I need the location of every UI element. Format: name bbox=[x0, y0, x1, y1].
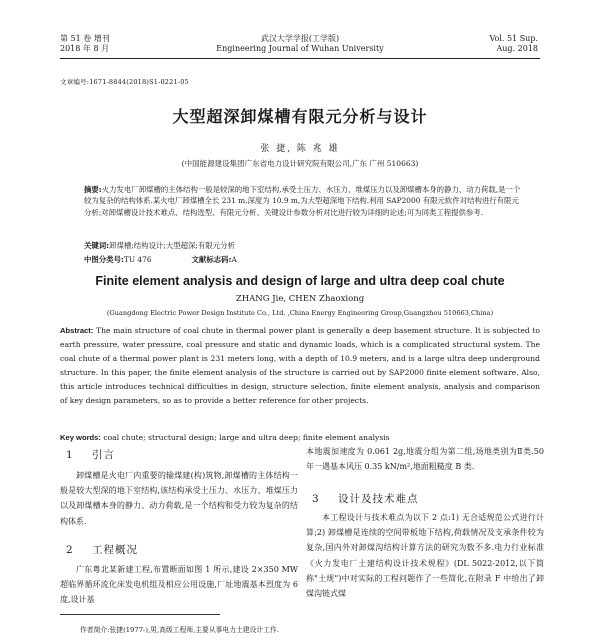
header-journal-cn: 武汉大学学报(工学版) bbox=[260, 34, 340, 43]
cn-authors: 张 捷, 陈 兆 雄 bbox=[260, 144, 340, 154]
en-authors: ZHANG Jie, CHEN Zhaoxiong bbox=[235, 294, 365, 304]
cn-keywords-text: 卸煤槽;结构设计;大型超深;有限元分析 bbox=[109, 241, 235, 250]
header-date-line: 2018 年 8 月 bbox=[60, 44, 110, 53]
cn-classification bbox=[84, 254, 524, 265]
cn-doc-label: 文献标志码: bbox=[191, 255, 232, 264]
en-abstract-text: The main structure of coal chute in thermal power plant is generally a deep basement structure. It is subjected to earth pressure, water pressure, coal pressure and static and dynamic loads, which is a complicated structural system. The coal chute of a thermal power plant is 231 meters long, with a depth of 10.9 meters, and is a large ultra deep underground structure. In this paper, the finite element analysis of the structure is carried out by SAP2000 finite element software. Also, this article introduces technical difficulties in design, structure selection, finite element analysis, analysis and comparison of key design parameters, so as to provide a better reference for other projects. bbox=[60, 326, 540, 405]
en-title: Finite element analysis and design of large and ultra deep coal chute bbox=[95, 274, 505, 288]
section-2-number: 2 bbox=[66, 544, 74, 556]
section-1-title: 引言 bbox=[92, 449, 115, 461]
en-affiliation: (Guangdong Electric Power Design Institute Co., Ltd. ,China Energy Engineering Group,Guangzhou 510663,China) bbox=[106, 309, 494, 317]
cn-abstract-label: 摘要: bbox=[84, 185, 102, 194]
cn-class-label: 中图分类号: bbox=[84, 255, 124, 264]
header-vol-en bbox=[489, 34, 538, 54]
cn-abstract-text: 火力发电厂卸煤槽的主体结构一般是较深的地下室结构,承受土压力、水压力、堆煤压力以及卸煤槽本身的静力、动力荷载,是一个较为复杂的结构体系.某火电厂卸煤槽全长 231 m,深度为 10.9 m,为大型超深地下结构.利用 SAP2000 有限元软件对结构进行有限元分析;对卸煤槽设计技术难点、结构选型、有限元分析、关键设计参数分析对比进行较为详细的论述;可为同类工程提供参考. bbox=[84, 185, 521, 217]
en-keywords-label: Key words: bbox=[60, 433, 101, 442]
section-1-heading bbox=[66, 447, 115, 462]
cn-keywords-label: 关键词: bbox=[84, 241, 110, 250]
en-keywords-text: coal chute; structural design; large and ultra deep; finite element analysis bbox=[103, 433, 390, 442]
section-1-text: 卸煤槽是火电厂内重要的输煤建(构)筑物,卸煤槽的主体结构一般是较大型深的地下室结构,该结构承受土压力、水压力、堆煤压力以及卸煤槽本身的静力、动力荷载,是一个结构和受力较为复杂的结构体系. bbox=[60, 471, 298, 526]
author-footnote: 作者简介:张捷(1977-),男,高级工程师,主要从事电力土建设计工作. bbox=[80, 626, 279, 634]
header-volume-line: 第 51 卷 增刊 bbox=[60, 34, 110, 43]
section-2-text: 广东粤北某新建工程,布置断面如图 1 所示,建设 2×350 MW 超临界循环流化床发电机组及相应公用设施,厂址地震基本烈度为 6 度,设计基 bbox=[60, 565, 298, 605]
cn-keywords bbox=[84, 240, 524, 251]
en-keywords bbox=[60, 433, 540, 442]
section-2-heading bbox=[66, 542, 138, 557]
en-abstract-label: Abstract: bbox=[60, 326, 94, 335]
section-3-title: 设计及技术难点 bbox=[338, 493, 419, 505]
cn-doc-value: A bbox=[231, 255, 237, 264]
header-journal-en: Engineering Journal of Wuhan University bbox=[216, 44, 384, 53]
cn-affiliation: (中国能源建设集团广东省电力设计研究院有限公司,广东 广州 510663) bbox=[181, 159, 419, 168]
section-3-text: 本工程设计与技术难点为以下 2 点:1) 无合适规范公式进行计算;2) 卸煤槽是连续的空间带板地下结构,荷载情况及支承条件较为复杂,国内外对卸煤沟结构计算方法的研究为数不多.电力行业标准《火力发电厂土建结构设计技术规程》(DL 5022-2012,以下简称"土规")中对实际的工程问题作了一些简化,在附录 F 中给出了卸煤沟链式煤 bbox=[306, 513, 544, 599]
en-abstract bbox=[60, 324, 540, 407]
cn-title: 大型超深卸煤槽有限元分析与设计 bbox=[172, 107, 428, 126]
section-1-number: 1 bbox=[66, 449, 74, 461]
cn-abstract bbox=[84, 184, 524, 218]
footnote-rule bbox=[60, 614, 220, 615]
header-rule bbox=[60, 58, 540, 59]
header-date-en-line: Aug. 2018 bbox=[496, 44, 538, 53]
cn-class-value: TU 476 bbox=[123, 255, 152, 264]
section-2-title: 工程概况 bbox=[92, 544, 138, 556]
header-vol-en-line: Vol. 51 Sup. bbox=[489, 34, 538, 43]
section-2-continued-text: 本地震加速度为 0.061 2g,地震分组为第二组,场地类别为Ⅱ类.50 年一遇基本风压 0.35 kN/m²,地面粗糙度 B 类. bbox=[306, 447, 544, 472]
section-3-heading bbox=[312, 491, 419, 506]
article-id: 文章编号:1671-8844(2018)S1-0221-05 bbox=[60, 78, 189, 86]
section-3-number: 3 bbox=[312, 493, 320, 505]
